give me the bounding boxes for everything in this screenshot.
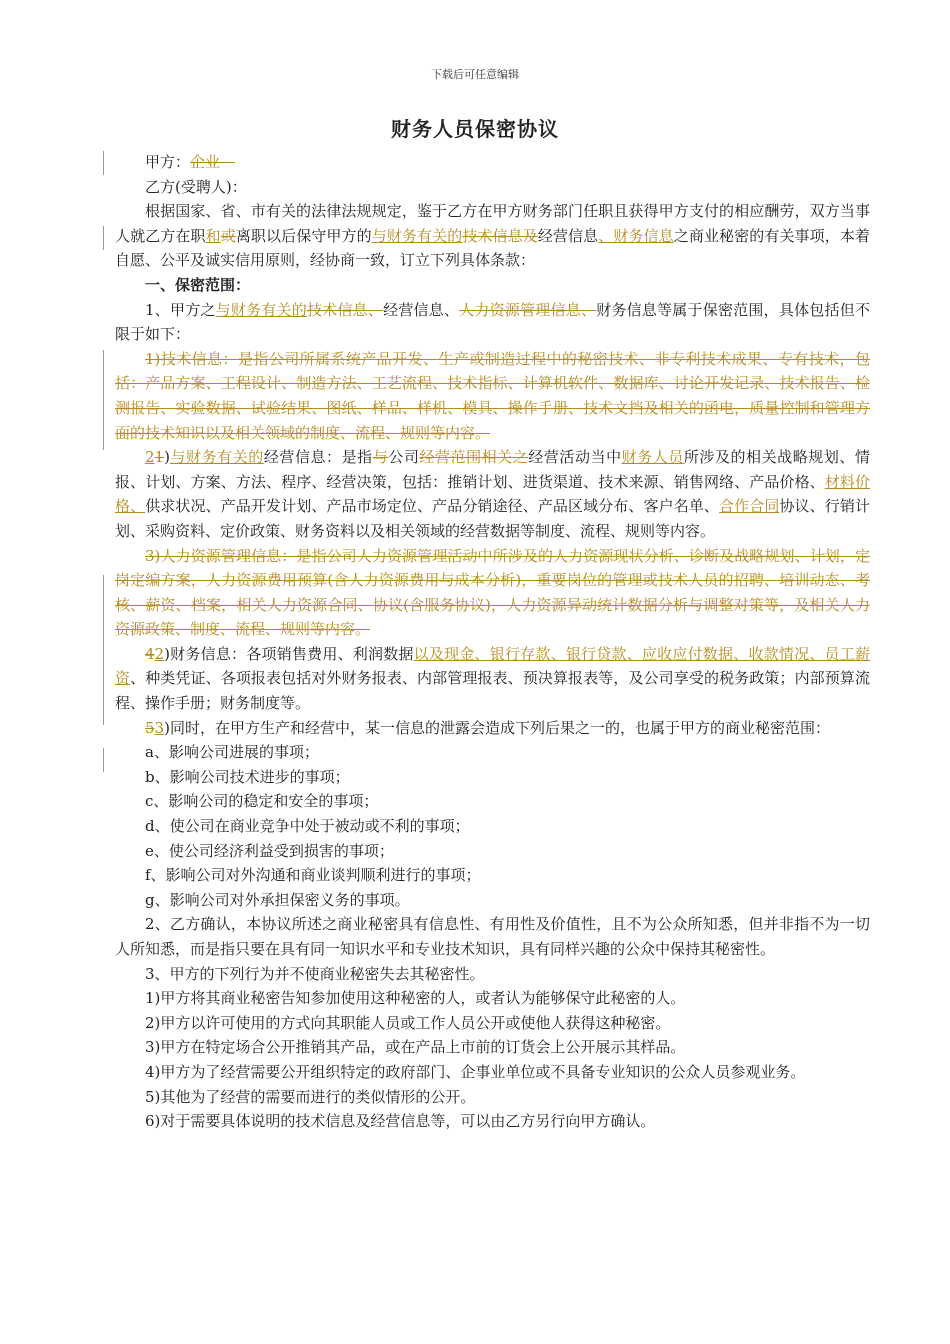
list-item: 1)甲方将其商业秘密告知参加使用这种秘密的人，或者认为能够保守此秘密的人。 <box>145 989 686 1008</box>
list-item: e、使公司经济利益受到损害的事项； <box>145 841 394 860</box>
clause-2: 2、乙方确认，本协议所述之商业秘密具有信息性、有用性及价值性，且不为公众所知悉，但并非指不为一切人所知悉，而是指只要在具有同一知识水平和专业技术知识，具有同样兴趣的公众中保持其秘密性。 <box>115 915 870 958</box>
inserted-text: 材料价格、 <box>115 472 870 516</box>
list-item: a、影响公司进展的事项； <box>145 743 319 762</box>
list-item: c、影响公司的稳定和安全的事项； <box>145 792 379 811</box>
change-bar <box>103 226 104 250</box>
inserted-text: 和 <box>205 226 221 245</box>
list-item: 4)甲方为了经营需要公开组织特定的政府部门、企事业单位或不具备专业知识的公众人员参观业务。 <box>145 1062 806 1081</box>
list-item: 5)其他为了经营的需要而进行的类似情形的公开。 <box>145 1087 476 1106</box>
inserted-text: 、财务信息 <box>598 226 674 245</box>
page-header: 下载后可任意编辑 <box>431 68 519 81</box>
inserted-text: 与财务有关的 <box>371 226 463 245</box>
inserted-text: 与财务有关的 <box>215 300 307 319</box>
change-bar <box>103 151 104 175</box>
deleted-text: 技术信息及 <box>462 226 538 245</box>
deleted-text: 与 <box>372 448 389 467</box>
list-item: 6)对于需要具体说明的技术信息及经营信息等，可以由乙方另行向甲方确认。 <box>145 1112 656 1131</box>
inserted-text: 财务人员 <box>621 448 684 467</box>
change-bar <box>103 675 104 725</box>
change-bar <box>103 748 104 772</box>
deleted-text: 或 <box>220 226 236 245</box>
inserted-text: 合作合同 <box>719 497 780 516</box>
inserted-text: 以及现金、银行存款、银行贷款、应收应付数据、收款情况、员工薪资 <box>115 644 870 688</box>
deleted-text: 人力资源管理信息、 <box>459 300 597 319</box>
clause-financial-info: 42)财务信息：各项销售费用、利润数据以及现金、银行存款、银行贷款、应收应付数据、收款情况、员工薪资、种类凭证、各项报表包括对外财务报表、内部管理报表、预决算报表等，及公司享受的税务政策；内部预算流程、操作手册；财务制度等。 <box>115 644 870 713</box>
list-item: 3)甲方在特定场合公开推销其产品，或在产品上市前的订货会上公开展示其样品。 <box>145 1038 686 1057</box>
intro-paragraph: 根据国家、省、市有关的法律法规规定，鉴于乙方在甲方财务部门任职且获得甲方支付的相应酬劳，双方当事人就乙方在职和或离职以后保守甲方的与财务有关的技术信息及经营信息、财务信息之商业秘密的有关事项，本着自愿、公平及诚实信用原则，经协商一致，订立下列具体条款： <box>115 202 870 270</box>
list-item: g、影响公司对外承担保密义务的事项。 <box>145 890 410 909</box>
document-title: 财务人员保密协议 <box>391 117 559 141</box>
deleted-tech-info-paragraph: 1)技术信息：是指公司所属系统产品开发、生产或制造过程中的秘密技术、非专利技术成果、专有技术，包括：产品方案、工程设计、制造方法、工艺流程、技术指标、计算机软件、数据库、讨论开发记录、技术报告、检测报告、实验数据、试验结果、图纸、样品、样机、模具、操作手册、技术文挡及相关的函电，质量控制和管理方面的技术知识以及相关领域的制度、流程、规则等内容。 <box>115 349 870 442</box>
change-bar <box>103 350 104 450</box>
party-b-line: 乙方(受聘人)： <box>145 177 247 196</box>
section-heading: 一、保密范围： <box>145 275 251 294</box>
party-a-line: 甲方：企业 <box>145 153 236 171</box>
list-item: d、使公司在商业竞争中处于被动或不利的事项； <box>145 817 470 836</box>
deleted-text: 经营范围相关之 <box>419 448 529 467</box>
document-body <box>115 150 870 1134</box>
change-bar <box>103 575 104 675</box>
clause-consequences: 53)同时，在甲方生产和经营中，某一信息的泄露会造成下列后果之一的，也属于甲方的商业秘密范围： <box>145 718 830 737</box>
clause-3: 3、甲方的下列行为并不使商业秘密失去其秘密性。 <box>145 964 485 983</box>
deleted-text: 企业 <box>190 153 236 171</box>
list-item: b、影响公司技术进步的事项； <box>145 767 350 786</box>
deleted-hr-info-paragraph: 3)人力资源管理信息：是指公司人力资源管理活动中所涉及的人力资源现状分析、诊断及战略规划、计划，定岗定编方案，人力资源费用预算(含人力资源费用与成本分析)，重要岗位的管理或技术人员的招聘、培训动态、考核、薪资、档案，相关人力资源合同、协议(含服务协议)，人力资源异动统计数据分析与调整对策等，及相关人力资源政策、制度、流程、规则等内容。 <box>115 546 870 639</box>
list-item: f、影响公司对外沟通和商业谈判顺利进行的事项； <box>145 866 481 885</box>
clause-business-info: 21)与财务有关的经营信息：是指与公司经营范围相关之经营活动当中财务人员所涉及的相关战略规划、情报、计划、方案、方法、程序、经营决策，包括：推销计划、进货渠道、技术来源、销售网络、产品价格、材料价格、供求状况、产品开发计划、产品市场定位、产品分销途径、产品区域分布、客户名单、合作合同协议、行销计划、采购资料、定价政策、财务资料以及相关领域的经营数据等制度、流程、规则等内容。 <box>115 448 870 540</box>
clause-1: 1、甲方之与财务有关的技术信息、经营信息、人力资源管理信息、财务信息等属于保密范围，具体包括但不限于如下： <box>115 300 870 344</box>
list-item: 2)甲方以许可使用的方式向其职能人员或工作人员公开或使他人获得这种秘密。 <box>145 1013 671 1032</box>
inserted-text: 与财务有关的 <box>169 448 264 467</box>
deleted-text: 技术信息、 <box>306 300 384 319</box>
